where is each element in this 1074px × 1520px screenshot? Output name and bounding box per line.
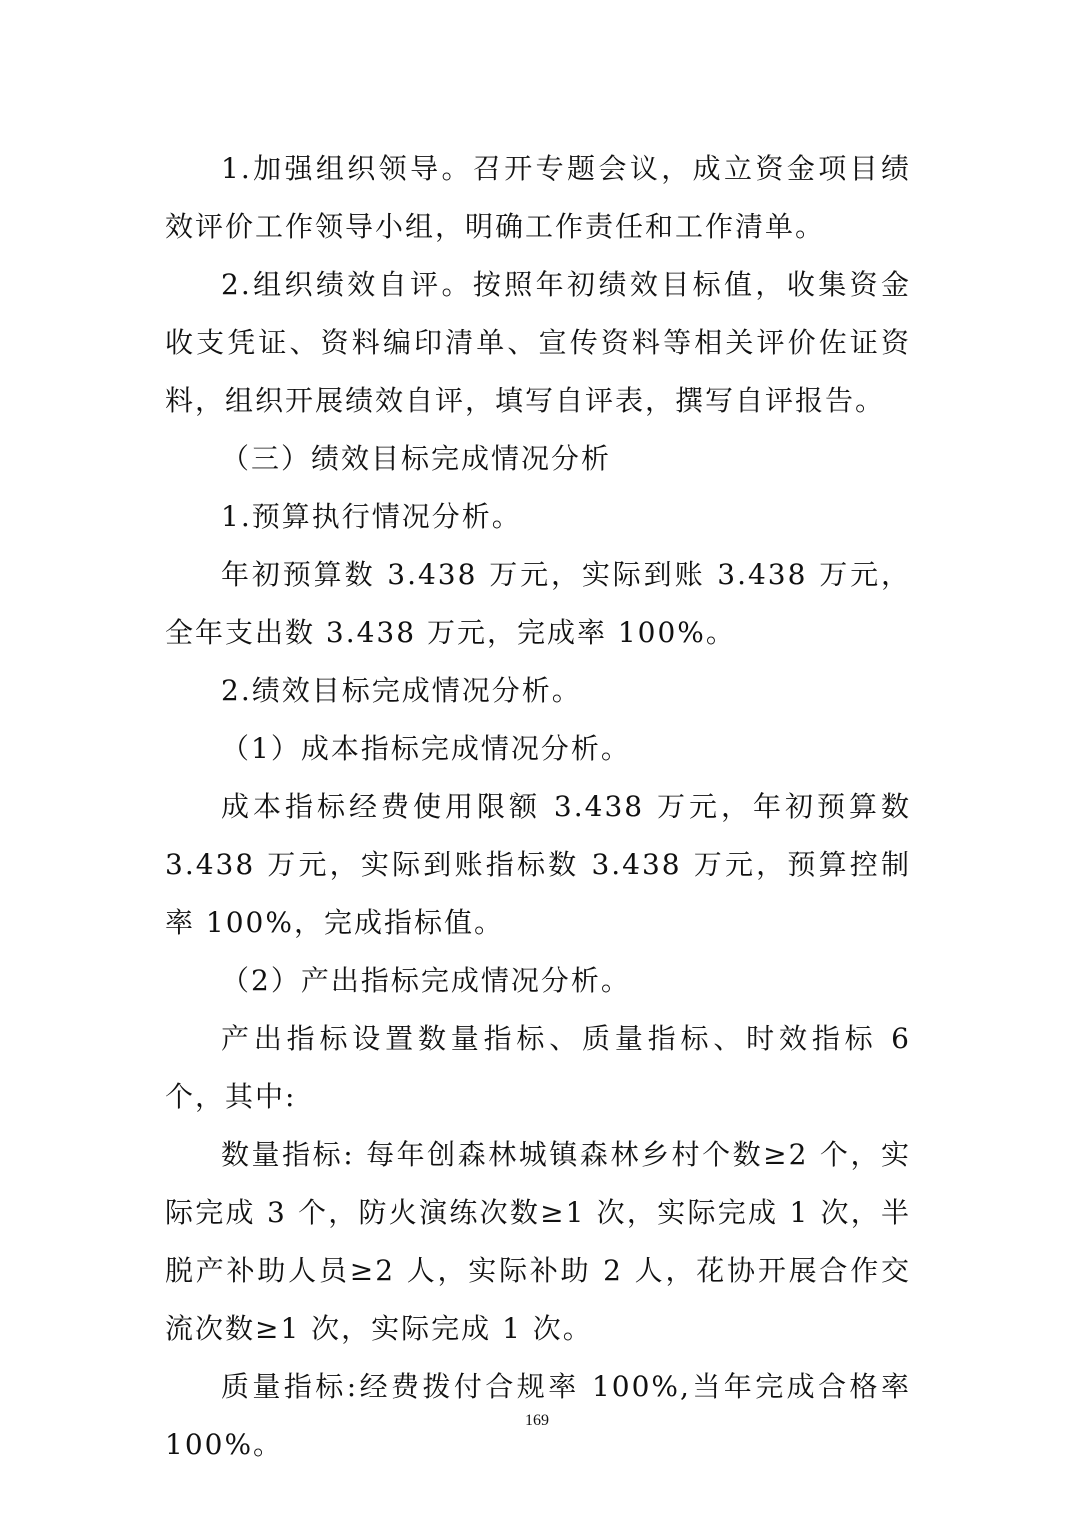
subheading-output-indicators: （2）产出指标完成情况分析。 xyxy=(221,964,631,997)
paragraph-cost-indicators: 成本指标经费使用限额 3.438 万元，年初预算数 3.438 万元，实际到账指标数 3.438 万元，预算控制率 100%，完成指标值。 xyxy=(165,790,911,939)
subheading-cost-indicators: （1）成本指标完成情况分析。 xyxy=(221,732,631,765)
page-number: 169 xyxy=(525,1412,549,1429)
paragraph-quality-indicators: 质量指标:经费拨付合规率 100%,当年完成合格率 100%。 xyxy=(165,1370,911,1461)
paragraph-self-evaluation: 2.组织绩效自评。按照年初绩效目标值，收集资金收支凭证、资料编印清单、宣传资料等相关评价佐证资料，组织开展绩效自评，填写自评表，撰写自评报告。 xyxy=(165,268,911,417)
paragraph-strengthen-leadership: 1.加强组织领导。召开专题会议，成立资金项目绩效评价工作领导小组，明确工作责任和工作清单。 xyxy=(165,152,911,243)
section-heading-target-analysis: （三）绩效目标完成情况分析 xyxy=(221,442,612,475)
subheading-performance-analysis: 2.绩效目标完成情况分析。 xyxy=(221,674,582,707)
paragraph-quantity-indicators: 数量指标: 每年创森林城镇森林乡村个数≥2 个，实际完成 3 个，防火演练次数≥1 次，实际完成 1 次，半脱产补助人员≥2 人，实际补助 2 人，花协开展合作交流次数≥1 次，实际完成 1 次。 xyxy=(165,1138,911,1345)
paragraph-output-indicators: 产出指标设置数量指标、质量指标、时效指标 6 个，其中: xyxy=(165,1022,911,1113)
paragraph-budget-figures: 年初预算数 3.438 万元，实际到账 3.438 万元，全年支出数 3.438 万元，完成率 100%。 xyxy=(165,558,911,649)
subheading-budget-execution: 1.预算执行情况分析。 xyxy=(221,500,522,533)
document-body xyxy=(165,140,911,1474)
